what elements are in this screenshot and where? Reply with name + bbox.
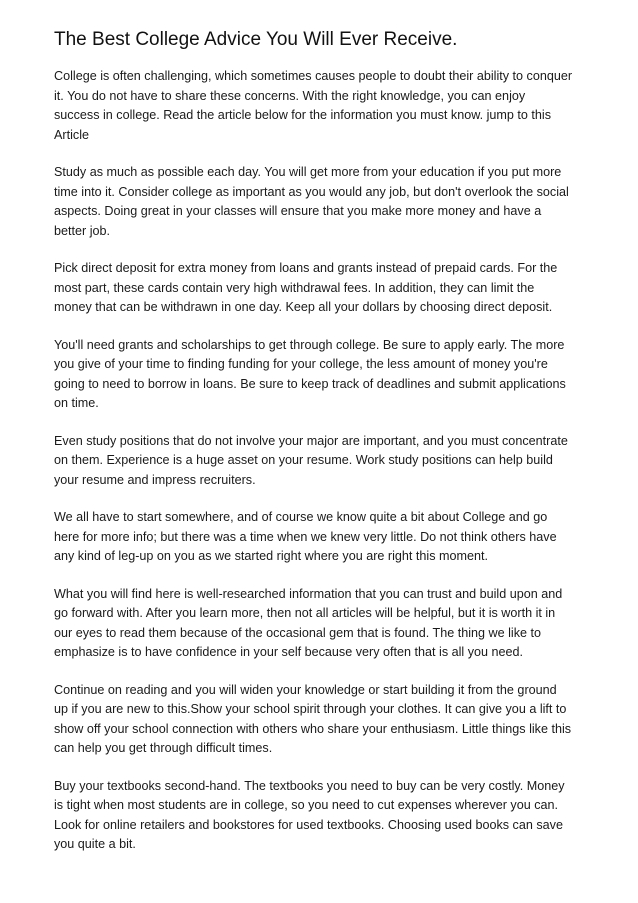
paragraph-2 (54, 163, 590, 241)
paragraph-9 (54, 777, 590, 855)
paragraph-line: money that can be withdrawn in one day. Keep all your dollars by choosing direct deposit. (54, 300, 553, 314)
paragraph-1 (54, 67, 590, 145)
paragraph-line: up if you are new to this.Show your school spirit through your clothes. It can give you a lift to (54, 702, 567, 716)
paragraph-line: show off your school connection with others who share your enthusiasm. Little things like this (54, 721, 572, 736)
paragraph-8 (54, 681, 590, 759)
paragraph-7 (54, 585, 590, 663)
paragraph-line: aspects. Doing great in your classes will ensure that you make more money and have a (54, 204, 542, 218)
paragraph-line: Even study positions that do not involve your major are important, and you must concentrate (54, 433, 568, 448)
paragraph-6 (54, 508, 590, 567)
paragraph-line: Pick direct deposit for extra money from loans and grants instead of prepaid cards. For the (54, 261, 558, 275)
paragraph-line: What you will find here is well-researched information that you can trust and build upon and (54, 586, 563, 601)
paragraph-line: better job. (54, 223, 111, 238)
paragraph-line: Article (54, 127, 89, 142)
paragraph-line: Buy your textbooks second-hand. The textbooks you need to buy can be very costly. Money (54, 778, 565, 793)
paragraph-line: you quite a bit. (54, 837, 136, 851)
paragraph-line: any kind of leg-up on you as we started right where you are right this moment. (54, 549, 489, 563)
paragraph-line: on time. (54, 396, 99, 410)
paragraph-line: here for more info; but there was a time when we knew very little. Do not think others have (54, 529, 557, 544)
paragraph-line: going to need to borrow in loans. Be sure to keep track of deadlines and submit applications (54, 376, 566, 391)
paragraph-line: College is often challenging, which sometimes causes people to doubt their ability to conquer (54, 69, 573, 83)
paragraph-line: We all have to start somewhere, and of course we know quite a bit about College and go (54, 510, 548, 524)
paragraph-line: your resume and impress recruiters. (54, 472, 256, 487)
paragraph-line: time into it. Consider college as important as you would any job, but don't overlook the social (54, 184, 569, 199)
paragraph-line: on them. Experience is a huge asset on your resume. Work study positions can help build (54, 453, 553, 467)
paragraph-line: emphasize is to have confidence in your self because very often that is all you need. (54, 645, 524, 659)
paragraph-line: Look for online retailers and bookstores for used textbooks. Choosing used books can save (54, 817, 563, 832)
paragraph-line: is tight when most students are in college, so you need to cut expenses wherever you can. (54, 798, 559, 812)
paragraph-line: most part, these cards contain very high withdrawal fees. In addition, they can limit the (54, 280, 535, 295)
paragraph-line: You'll need grants and scholarships to get through college. Be sure to apply early. The more (54, 337, 565, 352)
paragraph-line: go forward with. After you learn more, then not all articles will be helpful, but it is worth it in (54, 606, 556, 620)
paragraph-line: Study as much as possible each day. You will get more from your education if you put more (54, 165, 562, 179)
paragraph-line: success in college. Read the article below for the information you must know. jump to this (54, 108, 551, 122)
paragraph-4 (54, 336, 590, 414)
document-title: The Best College Advice You Will Ever Receive. (54, 29, 458, 50)
paragraph-line: Continue on reading and you will widen your knowledge or start building it from the ground (54, 682, 557, 697)
document-page (54, 28, 590, 873)
paragraph-line: can help you get through difficult times. (54, 741, 273, 755)
paragraph-line: you give of your time to finding funding for your college, the less amount of money you're (54, 357, 548, 371)
paragraph-5 (54, 432, 590, 491)
paragraph-line: our eyes to read them because of the occasional gem that is found. The thing we like to (54, 625, 542, 640)
paragraph-line: it. You do not have to share these concerns. With the right knowledge, you can enjoy (54, 88, 526, 103)
paragraph-3 (54, 259, 590, 318)
